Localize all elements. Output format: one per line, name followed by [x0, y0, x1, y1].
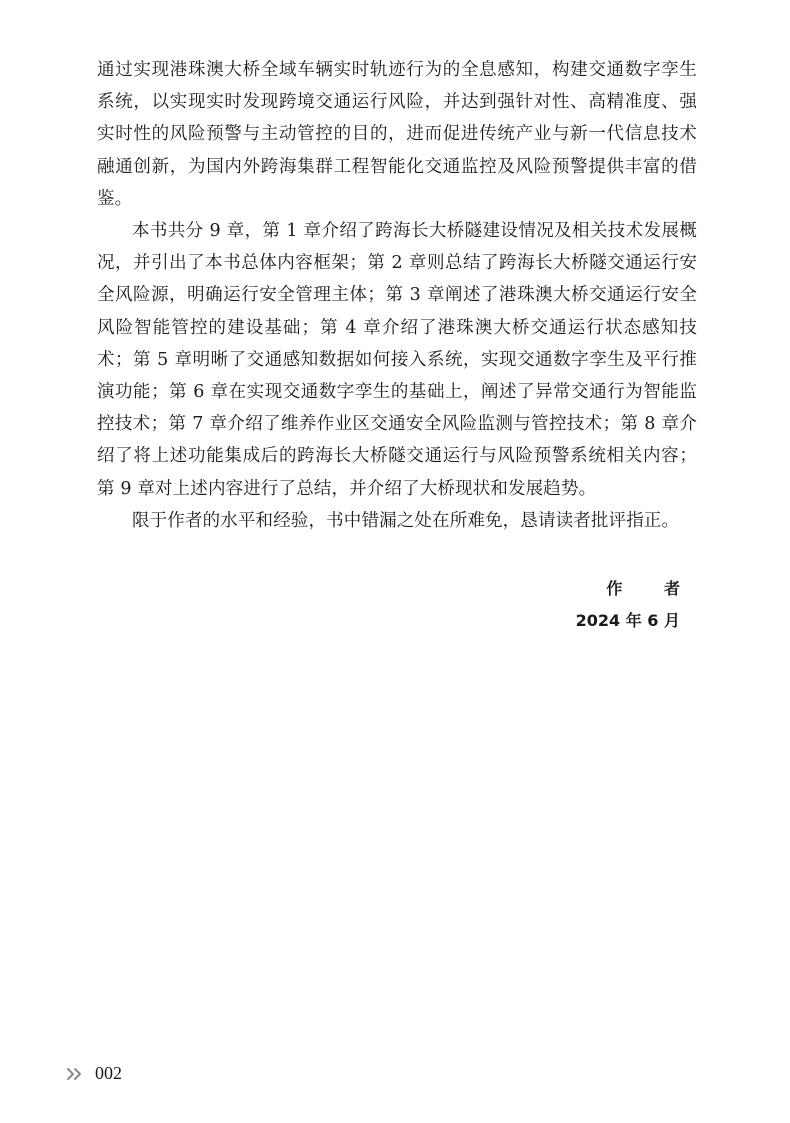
page-footer: [65, 1063, 122, 1084]
paragraph-closing-remark: 限于作者的水平和经验，书中错漏之处在所难免，恳请读者批评指正。: [132, 510, 680, 531]
paragraph-continued: 通过实现港珠澳大桥全域车辆实时轨迹行为的全息感知，构建交通数字孪生系统，以实现实时发现跨境交通运行风险，并达到强针对性、高精准度、强实时性的风险预警与主动管控的目的，进而促进传统产业与新一代信息技术融通创新，为国内外跨海集群工程智能化交通监控及风险预警提供丰富的借鉴。: [97, 60, 697, 209]
page-number: 002: [95, 1063, 122, 1083]
signature-author: 作 者: [606, 579, 698, 598]
signature-block: [575, 573, 698, 637]
paragraph-chapter-overview: 本书共分 9 章，第 1 章介绍了跨海长大桥隧建设情况及相关技术发展概况，并引出了本书总体内容框架；第 2 章则总结了跨海长大桥隧交通运行安全风险源，明确运行安全管理主体；第 3 章阐述了港珠澳大桥交通运行安全风险智能管控的建设基础；第 4 章介绍了港珠澳大桥交通运行状态感知技术；第 5 章明晰了交通感知数据如何接入系统，实现交通数字孪生及平行推演功能；第 6 章在实现交通数字孪生的基础上，阐述了异常交通行为智能监控技术；第 7 章介绍了维养作业区交通安全风险监测与管控技术；第 8 章介绍了将上述功能集成后的跨海长大桥隧交通运行与风险预警系统相关内容；第 9 章对上述内容进行了总结，并介绍了大桥现状和发展趋势。: [97, 221, 697, 499]
body-text: [97, 54, 697, 537]
double-chevron-right-icon: [65, 1066, 85, 1082]
signature-date: 2024 年 6 月: [575, 611, 680, 630]
